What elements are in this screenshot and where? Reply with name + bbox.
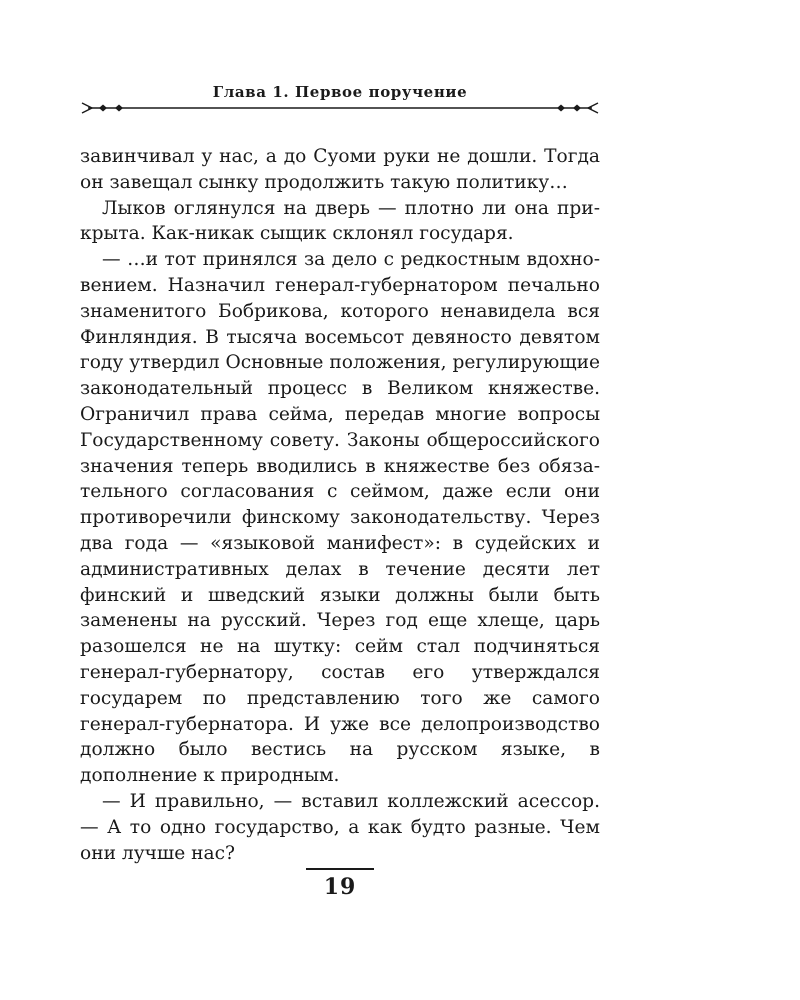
running-header xyxy=(80,82,600,118)
paragraph: завинчивал у нас, а до Суоми руки не дошли. Тогда он завещал сынку продолжить такую политику… xyxy=(80,146,600,193)
footer-rule xyxy=(306,868,374,870)
page-footer xyxy=(300,868,380,908)
ornamental-rule xyxy=(80,100,600,116)
body-text xyxy=(80,144,600,866)
running-title: Глава 1. Первое поручение xyxy=(212,83,468,101)
page-number: 19 xyxy=(323,874,357,900)
paragraph: — И правильно, — вставил коллежский асессор. — А то одно государство, а как будто разные. Чем они лучше нас? xyxy=(80,790,600,864)
paragraph: — …и тот принялся за дело с редкостным вдохновением. Назначил генерал-губернатором печально знаменитого Бобрикова, которого ненавидела вся Финляндия. В тысяча восемьсот девяносто девятом году утвердил Основные положения, регулирующие законодательный процесс в Великом княжестве. Ограничил права сейма, передав многие вопросы Государственному совету. Законы общероссийского значения теперь вводились в княжестве без обязательного согласования с сеймом, даже если они противоречили финскому законодательству. Через два года — «языковой манифест»: в судейских и административных делах в течение десяти лет финский и шведский языки должны были быть заменены на русский. Через год еще хлеще, царь разошелся не на шутку: сейм стал подчиняться генерал-губернатору, состав его утверждался государем по представлению того же самого генерал-губернатора. И уже все делопроизводство должно было вестись на русском языке, в дополнение к природным. xyxy=(80,249,600,787)
paragraph: Лыков оглянулся на дверь — плотно ли она прикрыта. Как-никак сыщик склонял государя. xyxy=(80,197,600,245)
